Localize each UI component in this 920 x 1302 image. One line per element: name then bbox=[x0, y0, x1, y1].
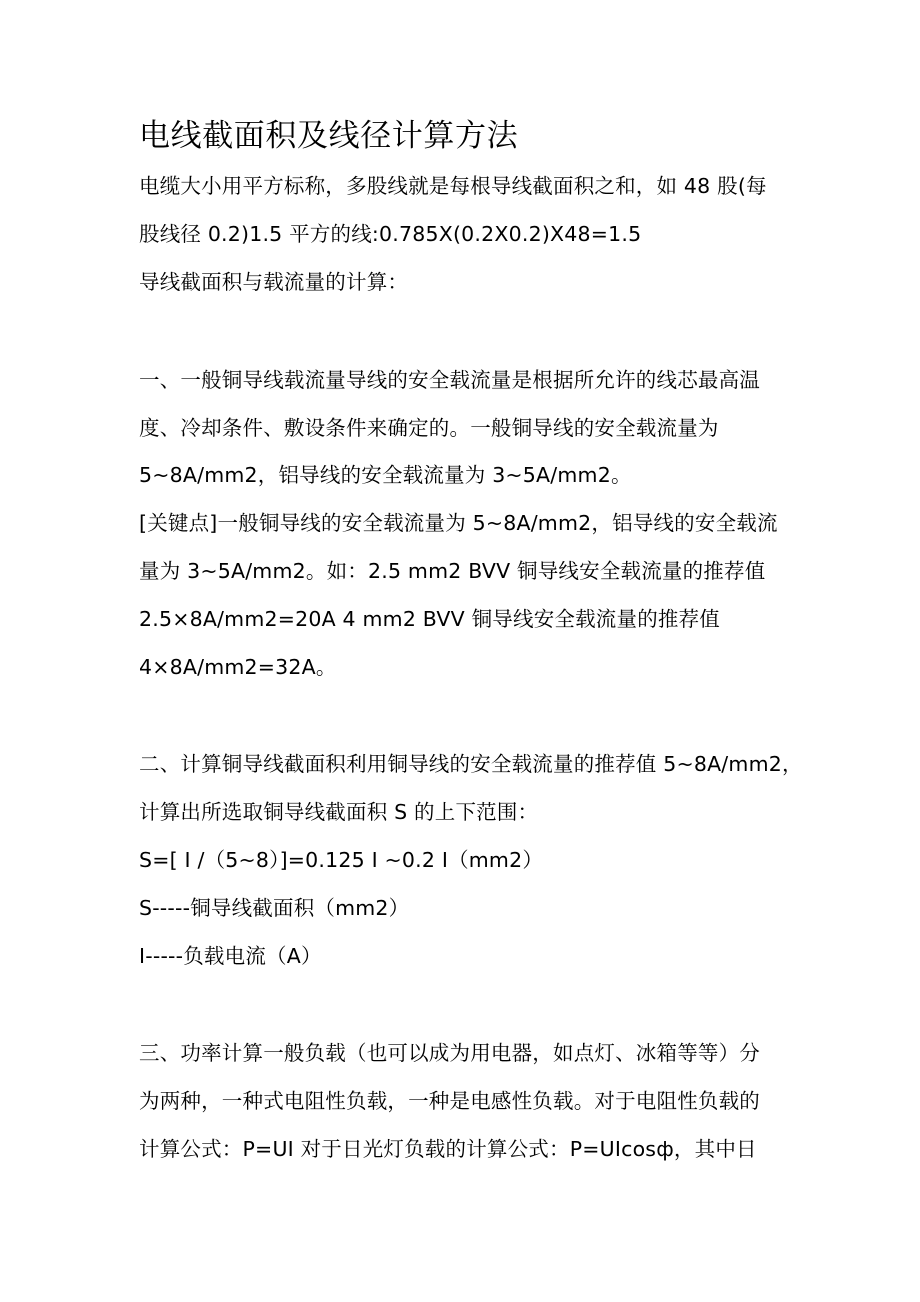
text-line: 股线径 0.2)1.5 平方的线:0.785X(0.2X0.2)X48=1.5 bbox=[139, 222, 642, 246]
text-line: 一、一般铜导线载流量导线的安全载流量是根据所允许的线芯最高温 bbox=[139, 368, 760, 392]
text-line: I-----负载电流（A） bbox=[139, 944, 322, 968]
text-line: S-----铜导线截面积（mm2） bbox=[139, 896, 410, 920]
text-line: 计算出所选取铜导线截面积 S 的上下范围： bbox=[139, 800, 539, 824]
text-line: 量为 3~5A/mm2。如：2.5 mm2 BVV 铜导线安全载流量的推荐值 bbox=[139, 559, 766, 583]
text-line: 计算公式：P=UI 对于日光灯负载的计算公式：P=UIcosф，其中日 bbox=[139, 1137, 757, 1161]
text-line: 5~8A/mm2，铝导线的安全载流量为 3~5A/mm2。 bbox=[139, 463, 632, 487]
text-line: 电缆大小用平方标称，多股线就是每根导线截面积之和，如 48 股(每 bbox=[139, 174, 767, 198]
text-line: 度、冷却条件、敷设条件来确定的。一般铜导线的安全载流量为 bbox=[139, 416, 719, 440]
text-line: 二、计算铜导线截面积利用铜导线的安全载流量的推荐值 5~8A/mm2， bbox=[139, 752, 803, 776]
text-line: 2.5×8A/mm2=20A 4 mm2 BVV 铜导线安全载流量的推荐值 bbox=[139, 607, 720, 631]
text-line: 导线截面积与载流量的计算： bbox=[139, 270, 409, 294]
text-line: 为两种，一种式电阻性负载，一种是电感性负载。对于电阻性负载的 bbox=[139, 1089, 760, 1113]
text-line: 4×8A/mm2=32A。 bbox=[139, 655, 337, 679]
text-line: [关键点]一般铜导线的安全载流量为 5~8A/mm2，铝导线的安全载流 bbox=[139, 511, 778, 535]
text-line: S=[ I /（5~8）]=0.125 I ~0.2 I（mm2） bbox=[139, 848, 544, 872]
document-title: 电线截面积及线径计算方法 bbox=[139, 118, 519, 154]
text-line: 三、功率计算一般负载（也可以成为用电器，如点灯、冰箱等等）分 bbox=[139, 1041, 760, 1065]
